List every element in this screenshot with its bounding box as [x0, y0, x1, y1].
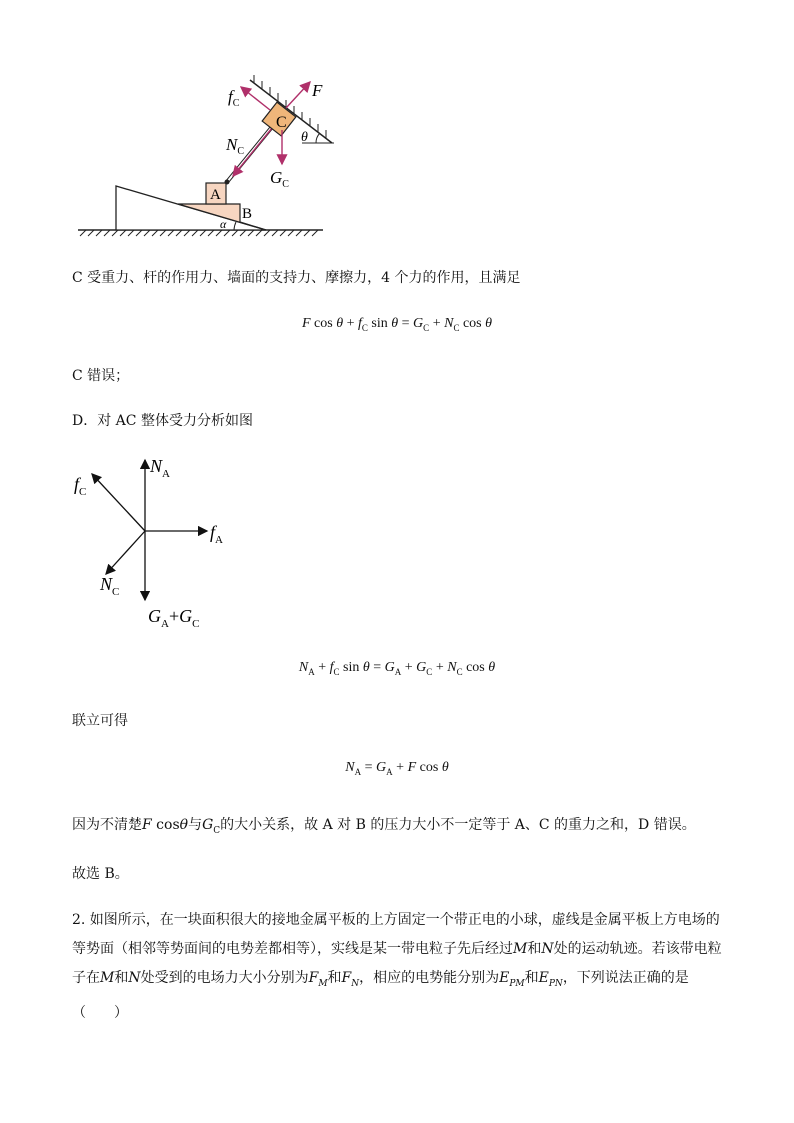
label-ga-gc: $G_A+G_C$: [148, 606, 200, 630]
paragraph-answer: 故选 B。: [72, 866, 129, 882]
label-b: B: [242, 206, 253, 222]
figure-1-force-diagram: [70, 70, 350, 245]
equation-2: $N_A + f_C$ $\sin \theta = G_A + G_C + N_C$ cos θ: [298, 660, 496, 677]
figure-2-free-body-diagram: [70, 450, 240, 635]
label-c: C: [276, 114, 287, 131]
ground-hatching: [80, 230, 318, 236]
theta-arc: [316, 133, 320, 143]
label-nc: $N_C$: [226, 135, 245, 157]
rod-hinge: [225, 180, 230, 185]
label-na: $N_A$: [150, 456, 170, 480]
label-fa: $f_A$: [210, 522, 223, 546]
paragraph-d-conclusion: 因为不清楚F cosθ与$G_C$的大小关系，故 A 对 B 的压力大小不一定等于 A、C 的重力之和，D 错误。: [72, 817, 696, 836]
label-fc: $f_C$: [228, 87, 240, 109]
paragraph-c-wrong: C 错误；: [72, 368, 130, 384]
force-f-arrow: [286, 82, 310, 108]
label-gc: $G_C$: [270, 168, 289, 190]
label-nc: $N_C$: [100, 574, 120, 598]
label-fc: $f_C$: [74, 474, 87, 498]
label-a: A: [210, 187, 221, 203]
question-2: 2. 如图所示，在一块面积很大的接地金属平板的上方固定一个带正电的小球，虚线是金属平板上方电场的等势面（相邻等势面间的电势差都相等），实线是某一带电粒子先后经过M和N处的运动轨迹。若该带电粒子在M和N处受到的电场力大小分别为$F_M$和$F_N$，相应的电势能分别为$E_{PM}$和$E_{PN}$，下列说法正确的是 （ ）: [72, 912, 722, 1021]
label-f: F: [312, 81, 323, 100]
label-theta: θ: [301, 130, 308, 145]
force-fc-arrow: [241, 87, 270, 110]
force-fc-arrow: [92, 474, 145, 531]
paragraph-d-intro: D．对 AC 整体受力分析如图: [72, 413, 253, 429]
force-nc-arrow: [106, 531, 145, 574]
equation-3: $N_A = G_A + F$ cos θ: [345, 760, 449, 777]
equation-1: F $\cos \theta + f_C$ $\sin \theta = G_C + N_C$ cos θ: [301, 316, 493, 333]
paragraph-combine: 联立可得: [72, 713, 128, 729]
paragraph-c-analysis: C 受重力、杆的作用力、墙面的支持力、摩擦力，4 个力的作用，且满足: [72, 270, 521, 286]
label-alpha: α: [220, 217, 227, 231]
